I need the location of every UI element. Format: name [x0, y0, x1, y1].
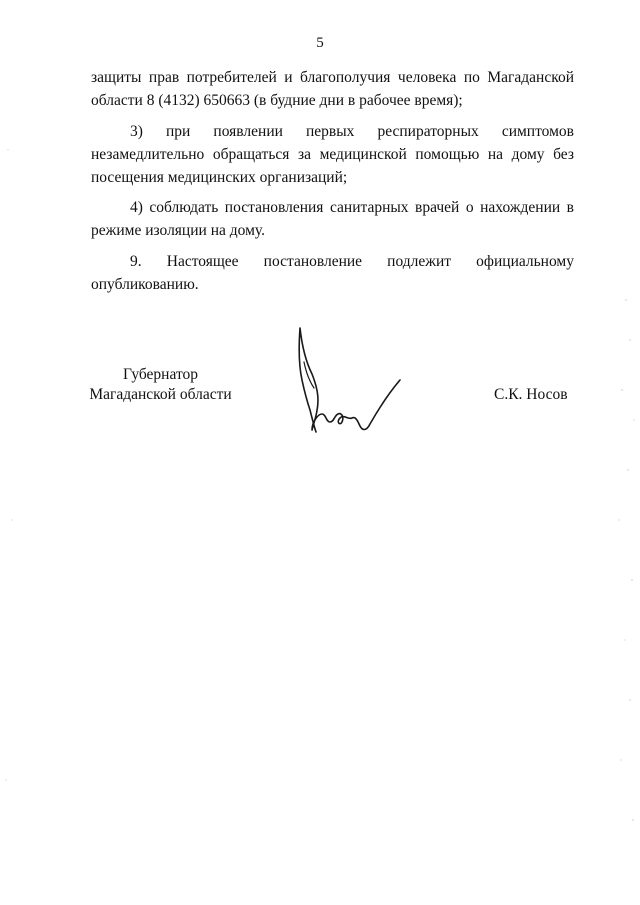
paragraph-line: 3) при появлении первых респираторных симптомов [130, 123, 574, 140]
page-number: 5 [316, 35, 324, 51]
paragraph-line: опубликованию. [91, 276, 199, 293]
paragraph-line: области 8 (4132) 650663 (в будние дни в рабочее время); [91, 92, 463, 109]
signatory-position-line: Магаданской области [89, 386, 232, 403]
signatory-name: С.К. Носов [494, 386, 568, 403]
paragraph-line: защиты прав потребителей и благополучия человека по Магаданской [91, 69, 574, 86]
paragraph-line: режиме изоляции на дому. [91, 222, 265, 239]
signatory-position-line: Губернатор [122, 366, 199, 383]
paragraph-line: 4) соблюдать постановления санитарных врачей о нахождении в [130, 199, 574, 216]
paragraph-line: посещения медицинских организаций; [91, 169, 348, 186]
paragraph-line: 9. Настоящее постановление подлежит официальному [130, 253, 574, 270]
paragraph-line: незамедлительно обращаться за медицинской помощью на дому без [91, 146, 574, 163]
